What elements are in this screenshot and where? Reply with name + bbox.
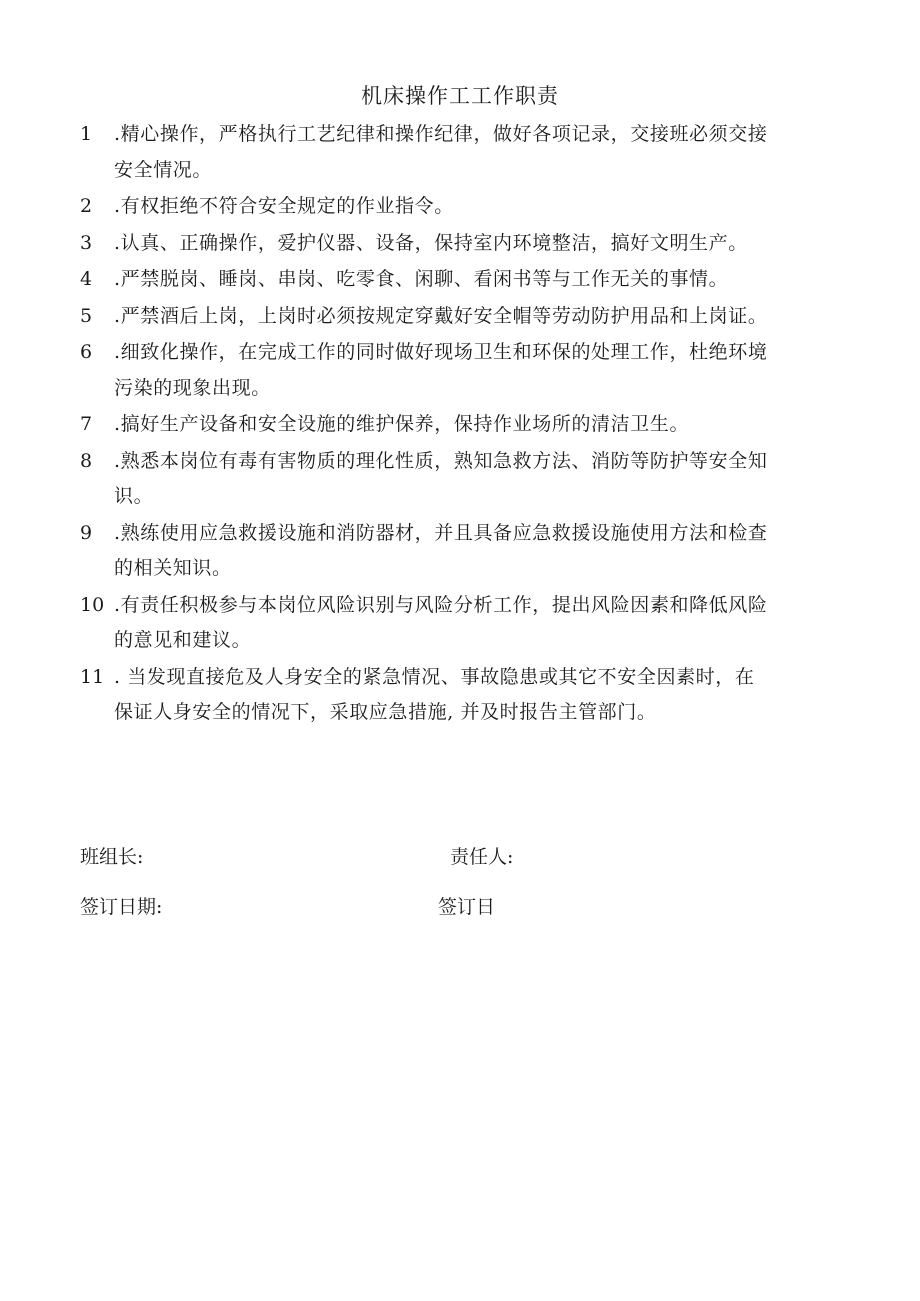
duty-list — [80, 117, 840, 732]
list-item-line: .熟练使用应急救援设施和消防器材，并且具备应急救援设施使用方法和检查 — [114, 521, 768, 544]
list-item-line-continued: 污染的现象出现。 — [114, 376, 271, 399]
list-item-number: 9 — [80, 521, 93, 544]
list-item — [80, 516, 840, 587]
list-item-text — [114, 516, 840, 587]
list-item-line-continued: 的相关知识。 — [114, 557, 232, 579]
list-item-line: .认真、正确操作，爱护仪器、设备，保持室内环境整洁，搞好文明生产。 — [114, 231, 748, 254]
list-item — [80, 335, 840, 406]
list-item-line-continued: 保证人身安全的情况下，采取应急措施, 并及时报告主管部门。 — [114, 701, 657, 723]
list-item-number: 5 — [80, 304, 93, 327]
list-item — [80, 299, 840, 335]
list-item — [80, 226, 840, 262]
list-item-number: 8 — [80, 449, 93, 472]
list-item-text — [114, 444, 840, 515]
list-item — [80, 117, 840, 188]
page-title: 机床操作工工作职责 — [361, 84, 559, 108]
list-item-line: .严禁脱岗、睡岗、串岗、吃零食、闲聊、看闲书等与工作无关的事情。 — [114, 268, 729, 290]
list-item-line: .搞好生产设备和安全设施的维护保养，保持作业场所的清洁卫生。 — [114, 413, 690, 435]
list-item-line: . 当发现直接危及人身安全的紧急情况、事故隐患或其它不安全因素时，在 — [114, 665, 755, 688]
list-item-number: 2 — [80, 195, 93, 217]
list-item-number: 1 — [80, 123, 93, 145]
list-item-number: 7 — [80, 413, 93, 435]
list-item-line: .细致化操作，在完成工作的同时做好现场卫生和环保的处理工作，杜绝环境 — [114, 341, 768, 363]
list-item — [80, 444, 840, 515]
list-item-number: 10 — [80, 593, 105, 616]
list-item-number: 4 — [80, 268, 93, 290]
team-leader-label: 班组长: — [80, 846, 144, 868]
signature-row — [80, 892, 840, 922]
list-item-number: 6 — [80, 341, 93, 363]
list-item-text — [114, 588, 840, 659]
list-item-text — [114, 299, 840, 335]
responsible-person-label: 责任人: — [450, 846, 514, 868]
list-item — [80, 189, 840, 225]
sign-date-label: 签订日期: — [80, 896, 163, 918]
list-item-text — [114, 226, 840, 262]
list-item-line: .严禁酒后上岗，上岗时必须按规定穿戴好安全帽等劳动防护用品和上岗证。 — [114, 304, 768, 327]
list-item — [80, 660, 840, 731]
list-item-line-continued: 的意见和建议。 — [114, 629, 252, 651]
list-item-line: .有责任积极参与本岗位风险识别与风险分析工作，提出风险因素和降低风险 — [114, 593, 768, 616]
list-item-text — [114, 189, 840, 225]
list-item-text — [114, 117, 840, 188]
list-item-line-continued: 安全情况。 — [114, 158, 213, 181]
list-item-line: .有权拒绝不符合安全规定的作业指令。 — [114, 195, 454, 217]
signature-row — [80, 842, 840, 872]
list-item-text — [114, 335, 840, 406]
list-item-text — [114, 660, 840, 731]
list-item-number: 3 — [80, 231, 93, 254]
list-item-number: 11 — [80, 665, 105, 688]
list-item-text — [114, 262, 840, 298]
list-item — [80, 588, 840, 659]
list-item-line: .熟悉本岗位有毒有害物质的理化性质，熟知急救方法、消防等防护等安全知 — [114, 449, 768, 472]
list-item — [80, 407, 840, 443]
sign-date-label-right: 签订日 — [438, 896, 496, 918]
list-item-text — [114, 407, 840, 443]
list-item — [80, 262, 840, 298]
list-item-line: .精心操作，严格执行工艺纪律和操作纪律，做好各项记录，交接班必须交接 — [114, 123, 768, 145]
list-item-line-continued: 识。 — [114, 485, 154, 507]
